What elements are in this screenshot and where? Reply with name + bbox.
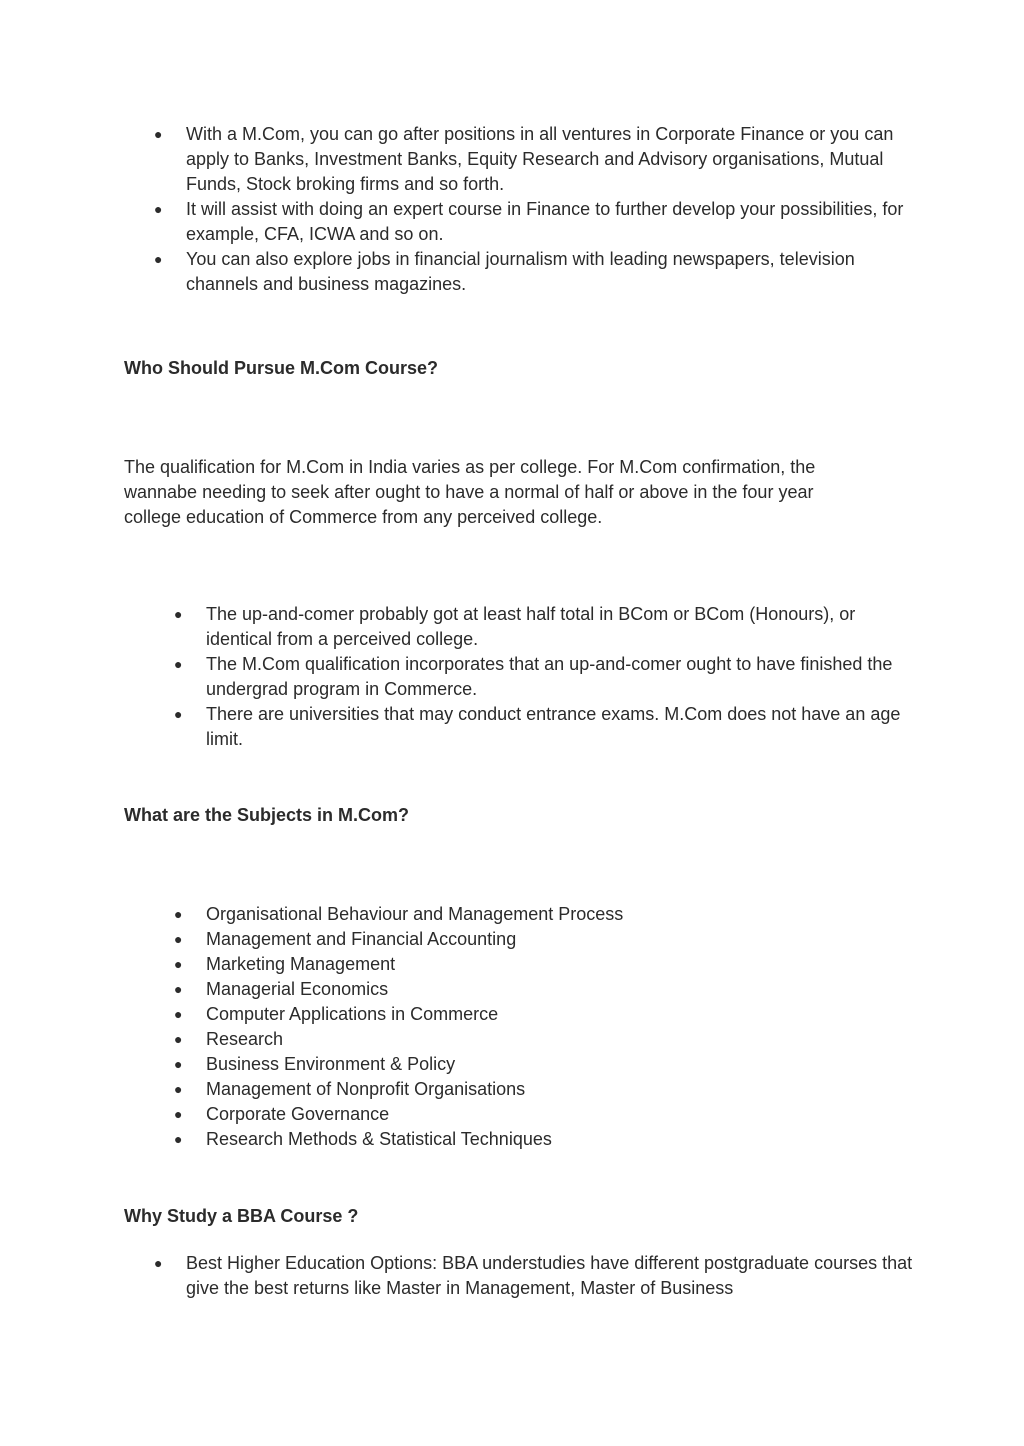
list-item [124,1002,914,1027]
list-item [124,652,914,702]
section-heading: Why Study a BBA Course ? [124,1206,359,1226]
list-item-text: Managerial Economics [206,979,389,999]
list-item [124,1251,924,1301]
list-item [124,927,914,952]
list-item [124,1027,914,1052]
bullet-icon: ● [174,1106,183,1122]
eligibility-paragraph: The qualification for M.Com in India varies as per college. For M.Com confirmation, the wannabe needing to seek after ought to have a normal of half or above in the four year college education of Commerce from any perceived college. [124,457,816,527]
list-item [124,602,914,652]
bullet-icon: ● [154,251,163,267]
list-item-text: Research Methods & Statistical Techniques [206,1129,552,1149]
bullet-icon: ● [154,1255,163,1271]
bullet-icon: ● [174,956,183,972]
section-heading: Who Should Pursue M.Com Course? [124,358,438,378]
bullet-icon: ● [174,606,183,622]
list-item-text: Research [206,1029,284,1049]
eligibility-bullets [124,602,914,752]
list-item-text: You can also explore jobs in financial journalism with leading newspapers, television channels and business magazines. [186,249,855,294]
bullet-icon: ● [154,126,163,142]
list-item-text: It will assist with doing an expert course in Finance to further develop your possibilities, for example, CFA, ICWA and so on. [186,199,904,244]
bullet-icon: ● [174,1006,183,1022]
bullet-icon: ● [174,906,183,922]
bullet-icon: ● [154,201,163,217]
list-item-text: Management and Financial Accounting [206,929,517,949]
list-item [124,952,914,977]
list-item [124,902,914,927]
list-item [124,1102,914,1127]
section-heading: What are the Subjects in M.Com? [124,805,410,825]
list-item [124,122,924,197]
list-item-text: Marketing Management [206,954,396,974]
list-item-text: Organisational Behaviour and Management Process [206,904,624,924]
list-item-text: Computer Applications in Commerce [206,1004,499,1024]
subjects-bullets [124,902,914,1152]
list-item-text: Business Environment & Policy [206,1054,456,1074]
list-item-text: The up-and-comer probably got at least half total in BCom or BCom (Honours), or identical from a perceived college. [206,604,856,649]
bba-bullets [124,1251,924,1301]
list-item-text: The M.Com qualification incorporates that an up-and-comer ought to have finished the undergrad program in Commerce. [206,654,893,699]
bullet-icon: ● [174,706,183,722]
bullet-icon: ● [174,1031,183,1047]
bullet-icon: ● [174,1056,183,1072]
bullet-icon: ● [174,931,183,947]
bullet-icon: ● [174,981,183,997]
list-item [124,1052,914,1077]
bullet-icon: ● [174,1131,183,1147]
career-bullets [124,122,924,297]
list-item [124,702,914,752]
list-item-text: Best Higher Education Options: BBA understudies have different postgraduate courses that give the best returns like Master in Management, Master of Business [186,1253,913,1298]
bullet-icon: ● [174,656,183,672]
bullet-icon: ● [174,1081,183,1097]
list-item [124,977,914,1002]
list-item [124,247,924,297]
list-item [124,1127,914,1152]
list-item [124,197,924,247]
list-item-text: Corporate Governance [206,1104,390,1124]
list-item [124,1077,914,1102]
list-item-text: Management of Nonprofit Organisations [206,1079,526,1099]
list-item-text: There are universities that may conduct entrance exams. M.Com does not have an age limit. [206,704,901,749]
list-item-text: With a M.Com, you can go after positions in all ventures in Corporate Finance or you can apply to Banks, Investment Banks, Equity Research and Advisory organisations, Mutual Funds, Stock broking firms and so forth. [186,124,894,194]
